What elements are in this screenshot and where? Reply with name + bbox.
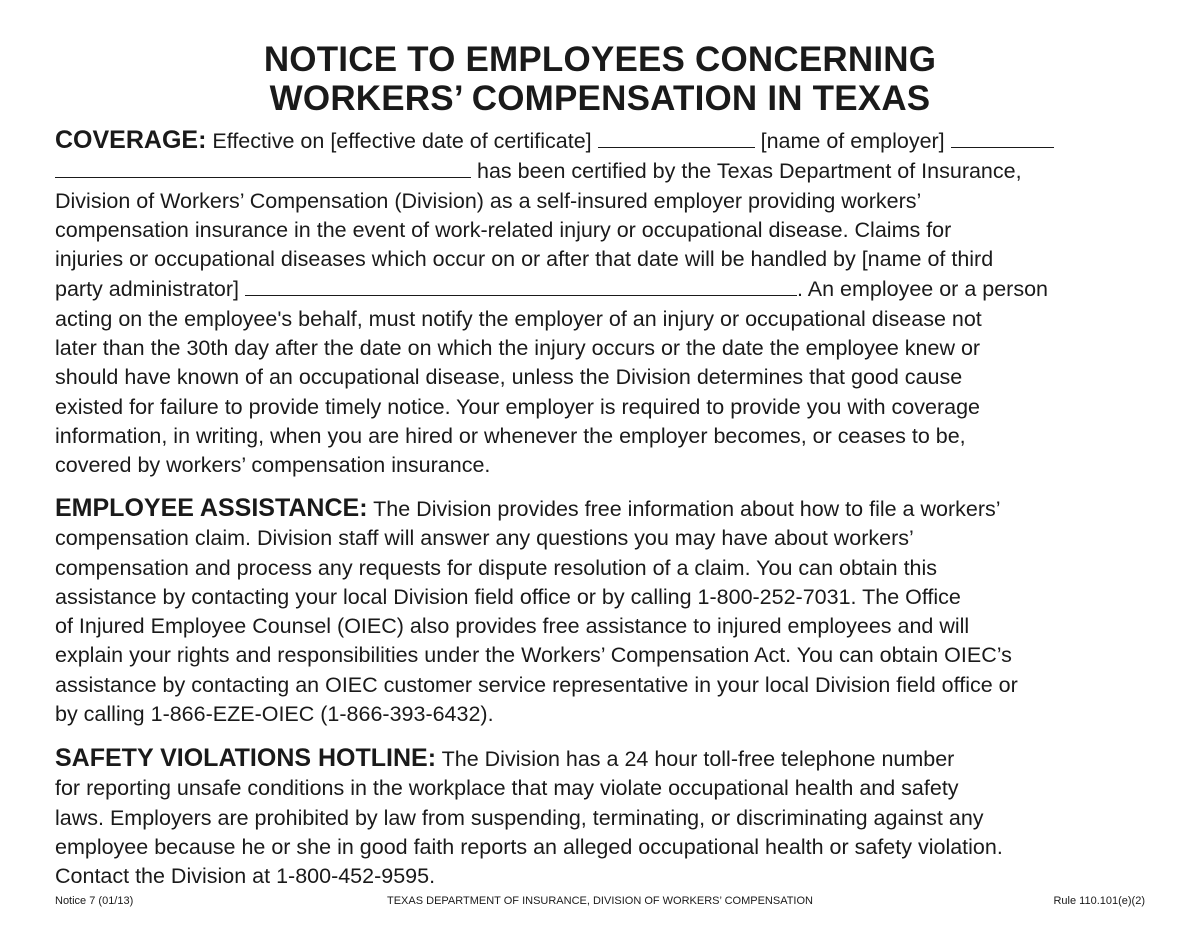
safety-text: laws. Employers are prohibited by law from suspending, terminating, or discriminating against any — [55, 805, 984, 830]
assistance-text: compensation claim. Division staff will answer any questions you may have about workers’ — [55, 526, 914, 551]
coverage-text: later than the 30th day after the date on which the injury occurs or the date the employee knew or — [55, 336, 981, 361]
coverage-text: . An employee or a person — [797, 277, 1048, 302]
footer-notice-number: Notice 7 (01/13) — [55, 895, 134, 907]
assistance-text: explain your rights and responsibilities under the Workers’ Compensation Act. You can obtain OIEC’s — [55, 643, 1012, 668]
employer-name-blank-continued — [55, 156, 471, 178]
footer-rule-number: Rule 110.101(e)(2) — [1053, 895, 1145, 907]
coverage-text: [name of employer] — [760, 129, 945, 153]
coverage-text: covered by workers’ compensation insurance. — [55, 453, 491, 478]
coverage-text: existed for failure to provide timely notice. Your employer is required to provide you with coverage — [55, 394, 980, 419]
footer-agency: TEXAS DEPARTMENT OF INSURANCE, DIVISION OF WORKERS’ COMPENSATION — [387, 895, 813, 907]
title-line-1: NOTICE TO EMPLOYEES CONCERNING — [263, 40, 937, 79]
safety-text: Contact the Division at 1-800-452-9595. — [55, 864, 436, 889]
coverage-text: Division of Workers’ Compensation (Division) as a self-insured employer providing workers’ — [55, 188, 922, 213]
effective-date-blank — [598, 126, 755, 148]
assistance-text: compensation and process any requests for dispute resolution of a claim. You can obtain this — [55, 555, 938, 580]
employer-name-blank — [951, 126, 1054, 148]
assistance-heading: EMPLOYEE ASSISTANCE: — [55, 494, 368, 522]
safety-hotline-section — [55, 744, 1155, 891]
coverage-text: should have known of an occupational disease, unless the Division determines that good cause — [55, 365, 963, 390]
employee-assistance-section — [55, 494, 1155, 729]
coverage-text: information, in writing, when you are hired or whenever the employer becomes, or ceases to be, — [55, 423, 966, 448]
coverage-heading: COVERAGE: — [55, 126, 207, 154]
title-line-2: WORKERS’ COMPENSATION IN TEXAS — [269, 79, 931, 118]
safety-text: for reporting unsafe conditions in the workplace that may violate occupational health and safety — [55, 776, 959, 801]
coverage-text: compensation insurance in the event of work-related injury or occupational disease. Claims for — [55, 217, 952, 242]
administrator-name-blank — [245, 274, 797, 296]
notice-title — [0, 40, 1200, 118]
coverage-text: Effective on [effective date of certificate] — [212, 129, 592, 153]
assistance-text: The Division provides free information about how to file a workers’ — [373, 497, 1001, 521]
coverage-text: has been certified by the Texas Department of Insurance, — [476, 159, 1022, 184]
safety-text: employee because he or she in good faith reports an alleged occupational health or safety violation. — [55, 834, 1003, 859]
assistance-text: assistance by contacting an OIEC customer service representative in your local Division field office or — [55, 672, 1018, 697]
coverage-section — [55, 126, 1155, 481]
assistance-text: by calling 1-866-EZE-OIEC (1-866-393-6432). — [55, 702, 494, 727]
coverage-text: acting on the employee's behalf, must notify the employer of an injury or occupational disease not — [55, 306, 982, 331]
coverage-text: party administrator] — [55, 277, 240, 302]
safety-text: The Division has a 24 hour toll-free telephone number — [441, 747, 955, 771]
assistance-text: assistance by contacting your local Division field office or by calling 1-800-252-7031. The Office — [55, 584, 961, 609]
safety-heading: SAFETY VIOLATIONS HOTLINE: — [55, 744, 437, 772]
assistance-text: of Injured Employee Counsel (OIEC) also provides free assistance to injured employees and will — [55, 614, 970, 639]
coverage-text: injuries or occupational diseases which occur on or after that date will be handled by [name of third — [55, 247, 994, 272]
